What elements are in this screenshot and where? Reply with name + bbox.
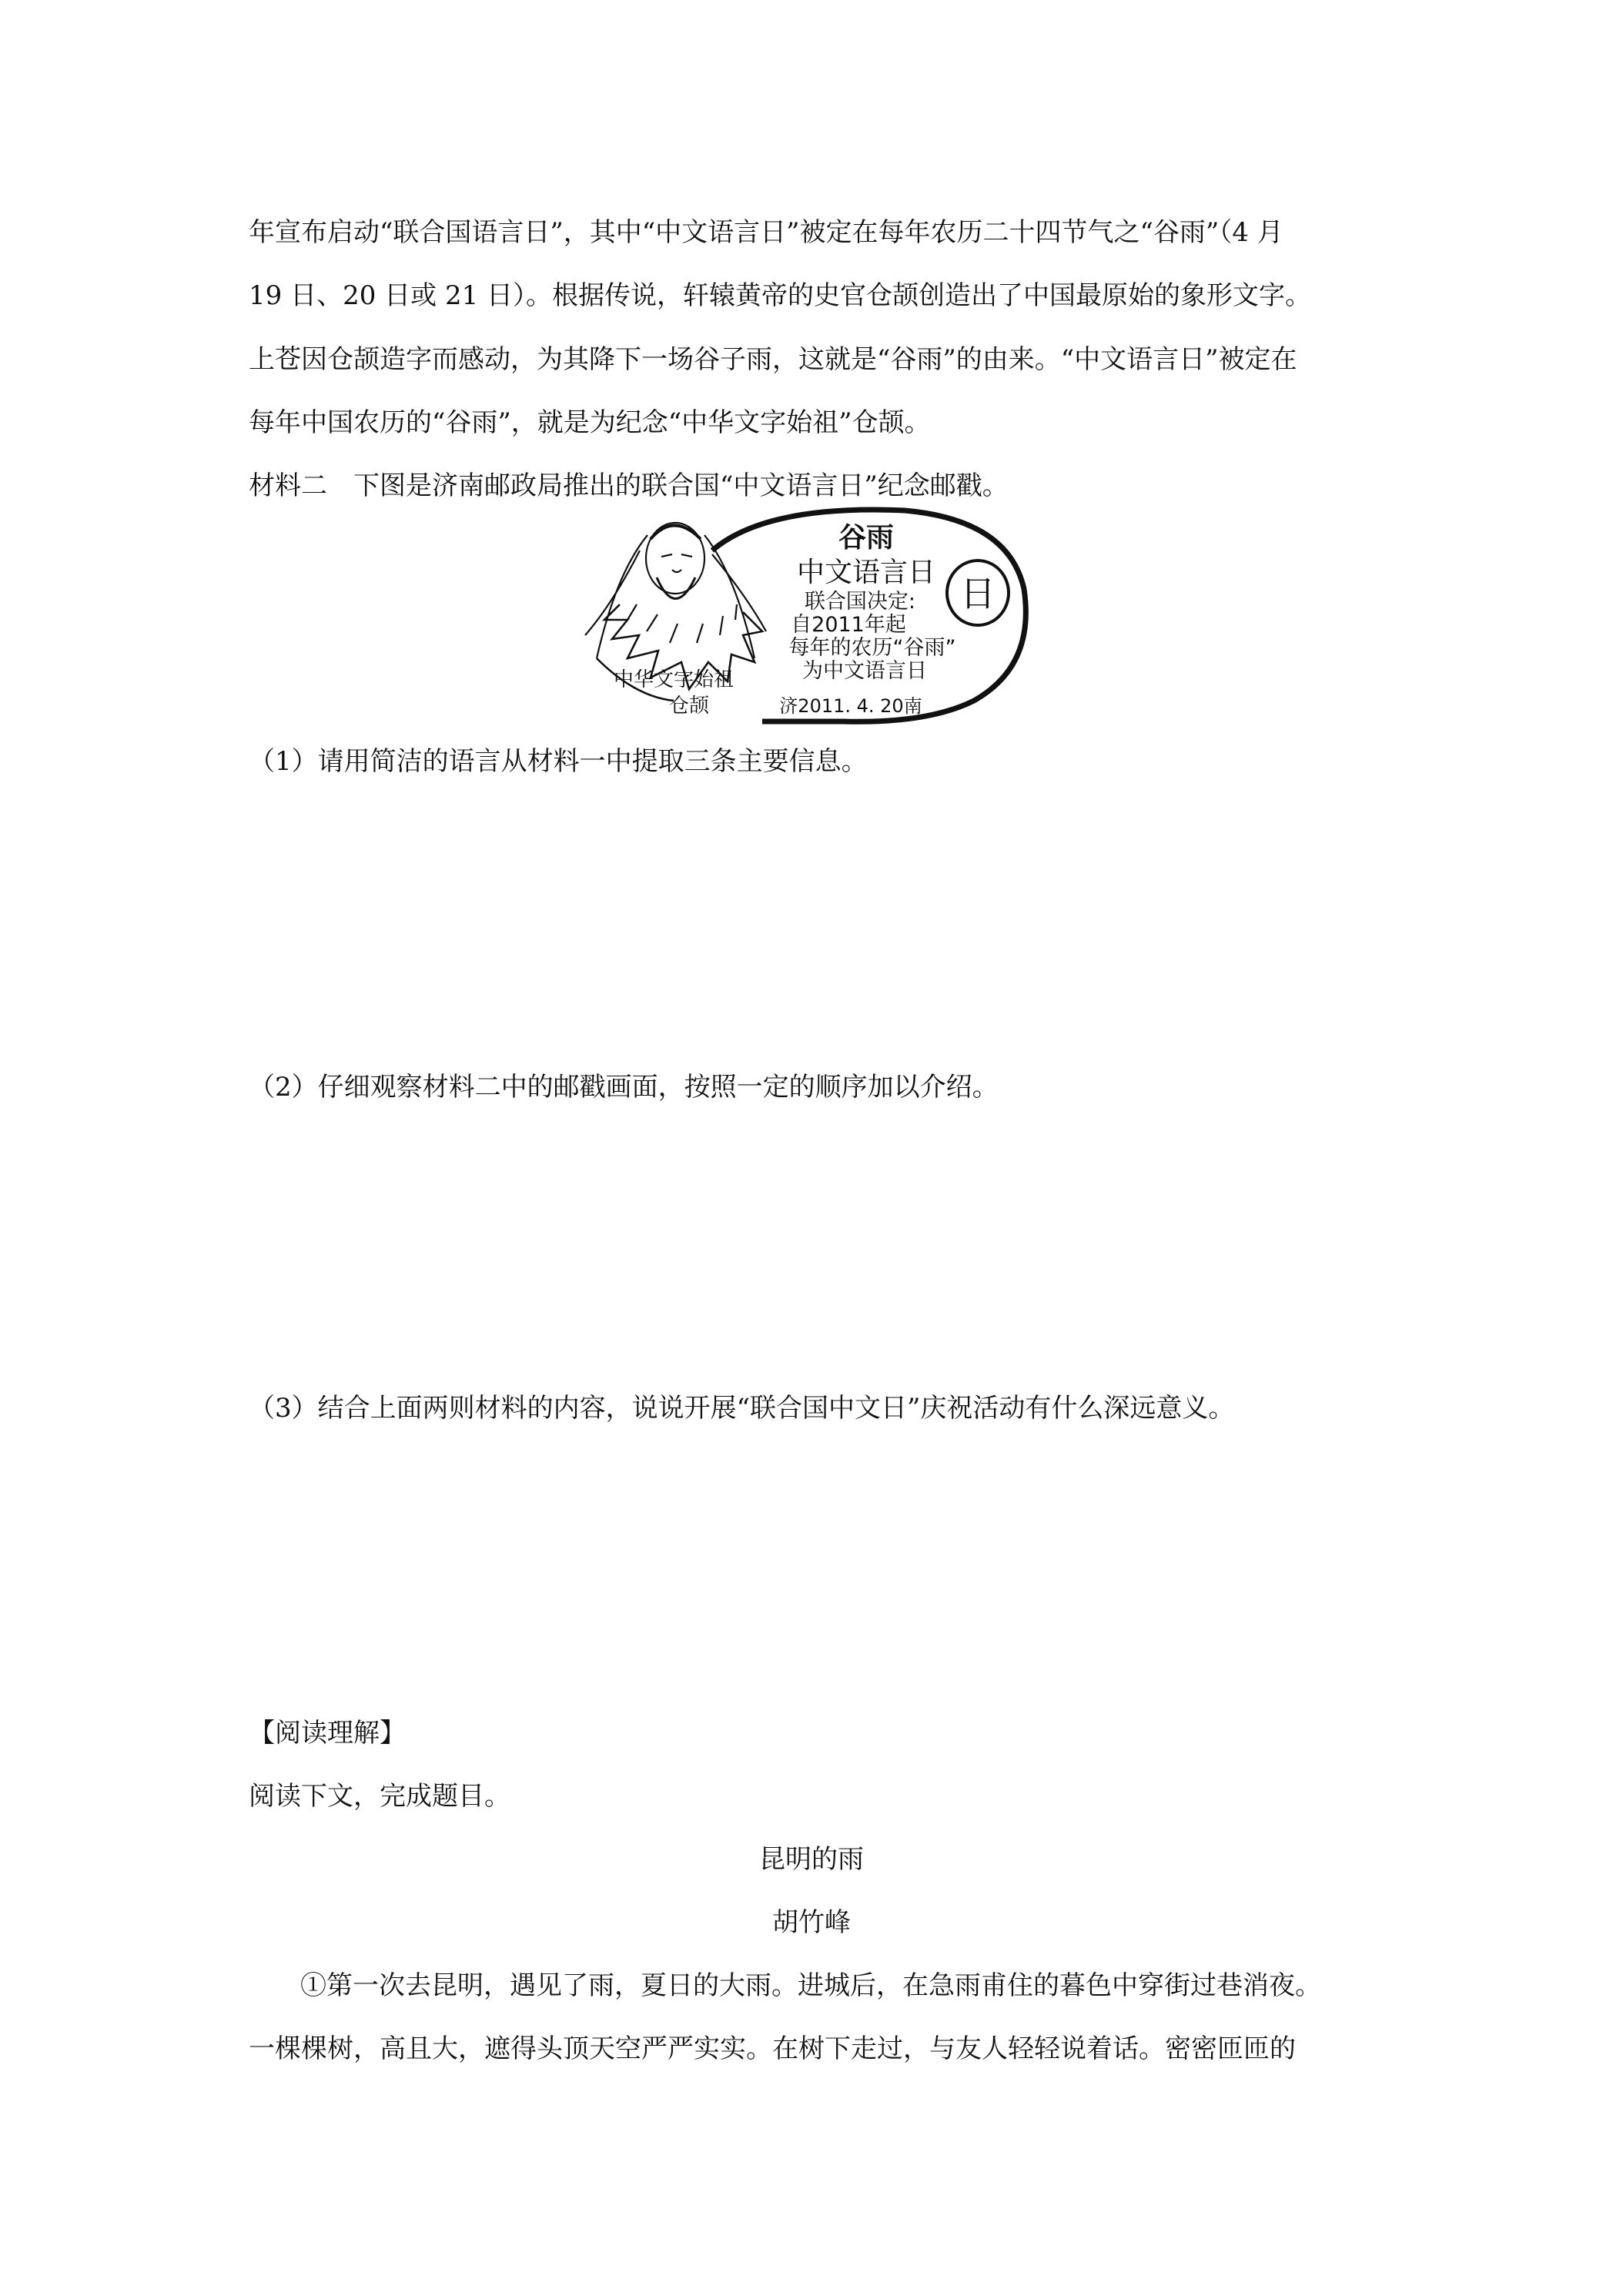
- postmark-line-2: 自2011年起: [791, 613, 906, 637]
- article-paragraph-line-1: ①第一次去昆明，遇见了雨，夏日的大雨。进城后，在急雨甫住的暮色中穿街过巷消夜。: [300, 1970, 1321, 2001]
- postmark-line-4: 为中文语言日: [802, 659, 927, 683]
- commemorative-postmark: [574, 504, 1051, 728]
- postmark-subtitle: 中文语言日: [796, 557, 936, 588]
- article-paragraph-line-2: 一棵棵树，高且大，遮得头顶天空严严实实。在树下走过，与友人轻轻说着话。密密匝匝的: [249, 2033, 1296, 2064]
- question-3: （3）结合上面两则材料的内容，说说开展“联合国中文日”庆祝活动有什么深远意义。: [249, 1393, 1235, 1424]
- material-one-line-1: 年宣布启动“联合国语言日”，其中“中文语言日”被定在每年农历二十四节气之“谷雨”（4 月: [249, 217, 1283, 248]
- material-one-line-4: 每年中国农历的“谷雨”，就是为纪念“中华文字始祖”仓颉。: [249, 407, 931, 438]
- figure-caption-1: 中华文字始祖: [613, 668, 735, 691]
- seal-glyph: 日: [960, 573, 996, 614]
- postmark-title: 谷雨: [838, 522, 895, 554]
- question-2: （2）仔细观察材料二中的邮戳画面，按照一定的顺序加以介绍。: [249, 1072, 999, 1103]
- postmark-date: 济2011. 4. 20南: [779, 695, 922, 717]
- question-1: （1）请用简洁的语言从材料一中提取三条主要信息。: [249, 746, 868, 777]
- reading-heading: 【阅读理解】: [249, 1718, 406, 1749]
- postmark-line-1: 联合国决定:: [804, 590, 916, 614]
- article-author: 胡竹峰: [772, 1907, 851, 1938]
- article-title: 昆明的雨: [759, 1844, 864, 1875]
- figure-caption-2: 仓颉: [668, 694, 710, 718]
- postmark-line-3: 每年的农历“谷雨”: [788, 636, 956, 660]
- material-two-label: 材料二 下图是济南邮政局推出的联合国“中文语言日”纪念邮戳。: [249, 470, 1009, 501]
- material-one-line-2: 19 日、20 日或 21 日）。根据传说，轩辕黄帝的史官仓颉创造出了中国最原始的象形文字。: [249, 280, 1312, 311]
- material-one-line-3: 上苍因仓颉造字而感动，为其降下一场谷子雨，这就是“谷雨”的由来。“中文语言日”被定在: [249, 344, 1297, 375]
- reading-instruction: 阅读下文，完成题目。: [249, 1781, 510, 1812]
